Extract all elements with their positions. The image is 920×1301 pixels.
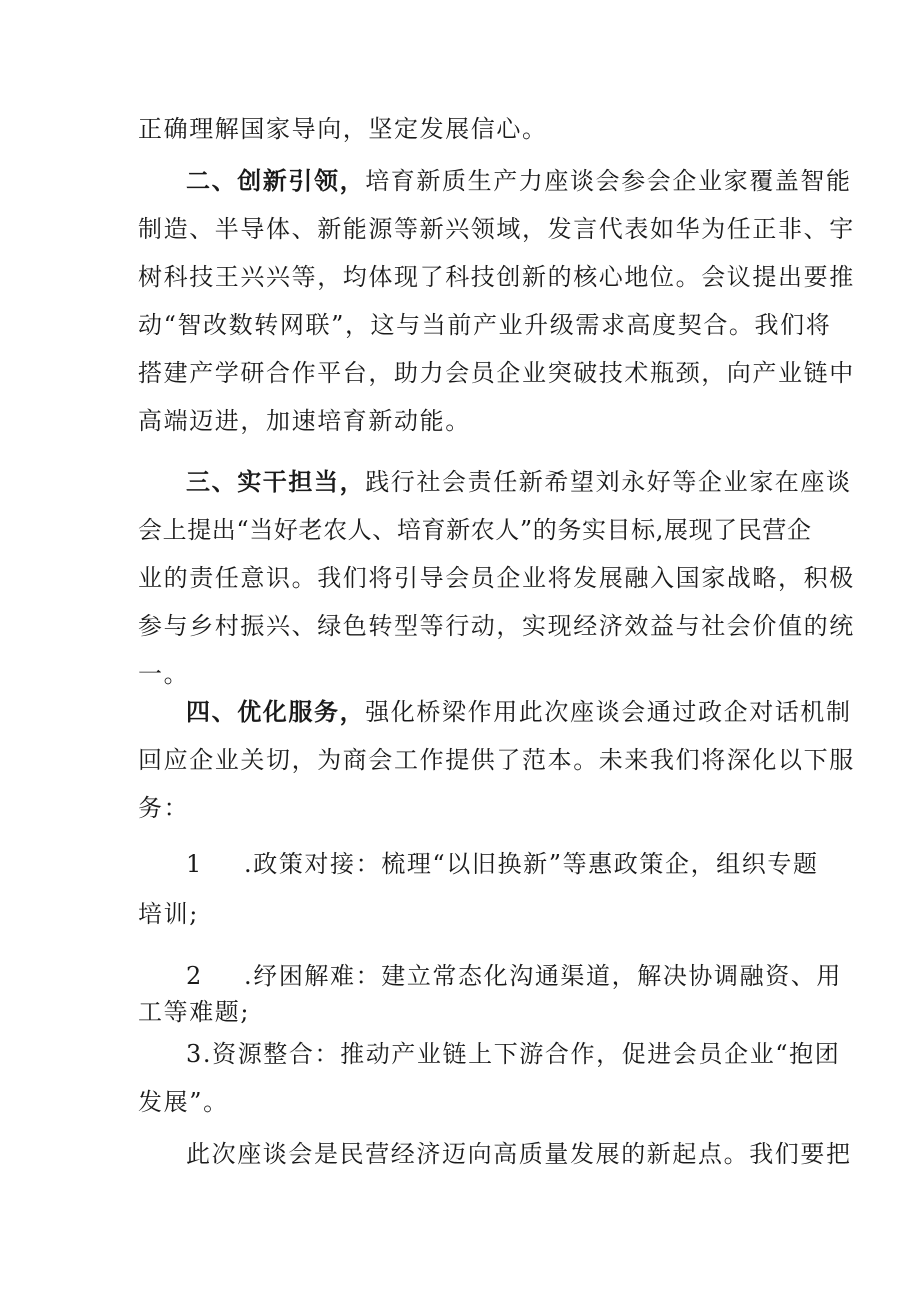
- line-text: 动“智改数转网联”，这与当前产业升级需求高度契合。我们将: [138, 311, 832, 339]
- section-heading: 二、创新引领，: [186, 166, 366, 195]
- paragraph-line: [138, 403, 798, 439]
- paragraph-line: [138, 307, 832, 343]
- line-text: 高端迈进，加速培育新动能。: [138, 407, 471, 435]
- line-text: 参与乡村振兴、绿色转型等行动，实现经济效益与社会价值的统: [138, 612, 855, 640]
- paragraph-line: [138, 560, 855, 596]
- line-text: 此次座谈会是民营经济迈向高质量发展的新起点。我们要把: [186, 1140, 852, 1168]
- paragraph-line: [138, 790, 798, 826]
- list-number: 1: [186, 850, 203, 878]
- line-text: 业的责任意识。我们将引导会员企业将发展融入国家战略，积极: [138, 564, 855, 592]
- line-text: .政策对接：梳理“以旧换新”等惠政策企，组织专题: [244, 850, 819, 878]
- section-heading-line: [186, 694, 852, 730]
- section-heading: 四、优化服务，: [186, 697, 366, 726]
- line-text: 强化桥梁作用此次座谈会通过政企对话机制: [365, 698, 852, 726]
- line-text: 制造、半导体、新能源等新兴领域，发言代表如华为任正非、宇: [138, 215, 855, 243]
- section-heading-line: [186, 464, 852, 500]
- line-text: .纾困解难：建立常态化沟通渠道，解决协调融资、用: [244, 962, 843, 990]
- line-text: 发展”。: [138, 1088, 229, 1116]
- line-text: 3.资源整合：推动产业链上下游合作，促进会员企业“抱团: [186, 1040, 841, 1068]
- paragraph-line: [138, 608, 855, 644]
- line-text: 践行社会责任新希望刘永好等企业家在座谈: [365, 468, 852, 496]
- paragraph-line: [138, 656, 798, 692]
- line-text: 树科技王兴兴等，均体现了科技创新的核心地位。会议提出要推: [138, 263, 855, 291]
- paragraph-line: [138, 111, 798, 147]
- line-text: 务：: [138, 794, 190, 822]
- list-item-line: [186, 958, 843, 994]
- paragraph-line: [138, 896, 798, 932]
- line-text: 工等难题;: [138, 998, 251, 1026]
- line-text: 培育新质生产力座谈会参会企业家覆盖智能: [365, 167, 852, 195]
- paragraph-line: [186, 1136, 852, 1172]
- line-text: 正确理解国家导向，坚定发展信心。: [138, 115, 548, 143]
- list-item-line: [186, 1036, 841, 1072]
- line-text: 一。: [138, 660, 190, 688]
- list-item-line: [186, 846, 819, 882]
- paragraph-line: [138, 512, 812, 548]
- paragraph-line: [138, 259, 855, 295]
- line-text: 会上提出“当好老农人、培育新农人”的务实目标,展现了民营企: [138, 516, 812, 544]
- section-heading-line: [186, 163, 852, 199]
- list-number: 2: [186, 962, 203, 990]
- paragraph-line: [138, 355, 855, 391]
- paragraph-line: [138, 1084, 798, 1120]
- line-text: 培训;: [138, 900, 199, 928]
- line-text: 搭建产学研合作平台，助力会员企业突破技术瓶颈，向产业链中: [138, 359, 855, 387]
- section-heading: 三、实干担当，: [186, 467, 366, 496]
- paragraph-line: [138, 742, 855, 778]
- line-text: 回应企业关切，为商会工作提供了范本。未来我们将深化以下服: [138, 746, 855, 774]
- paragraph-line: [138, 211, 855, 247]
- paragraph-line: [138, 994, 798, 1030]
